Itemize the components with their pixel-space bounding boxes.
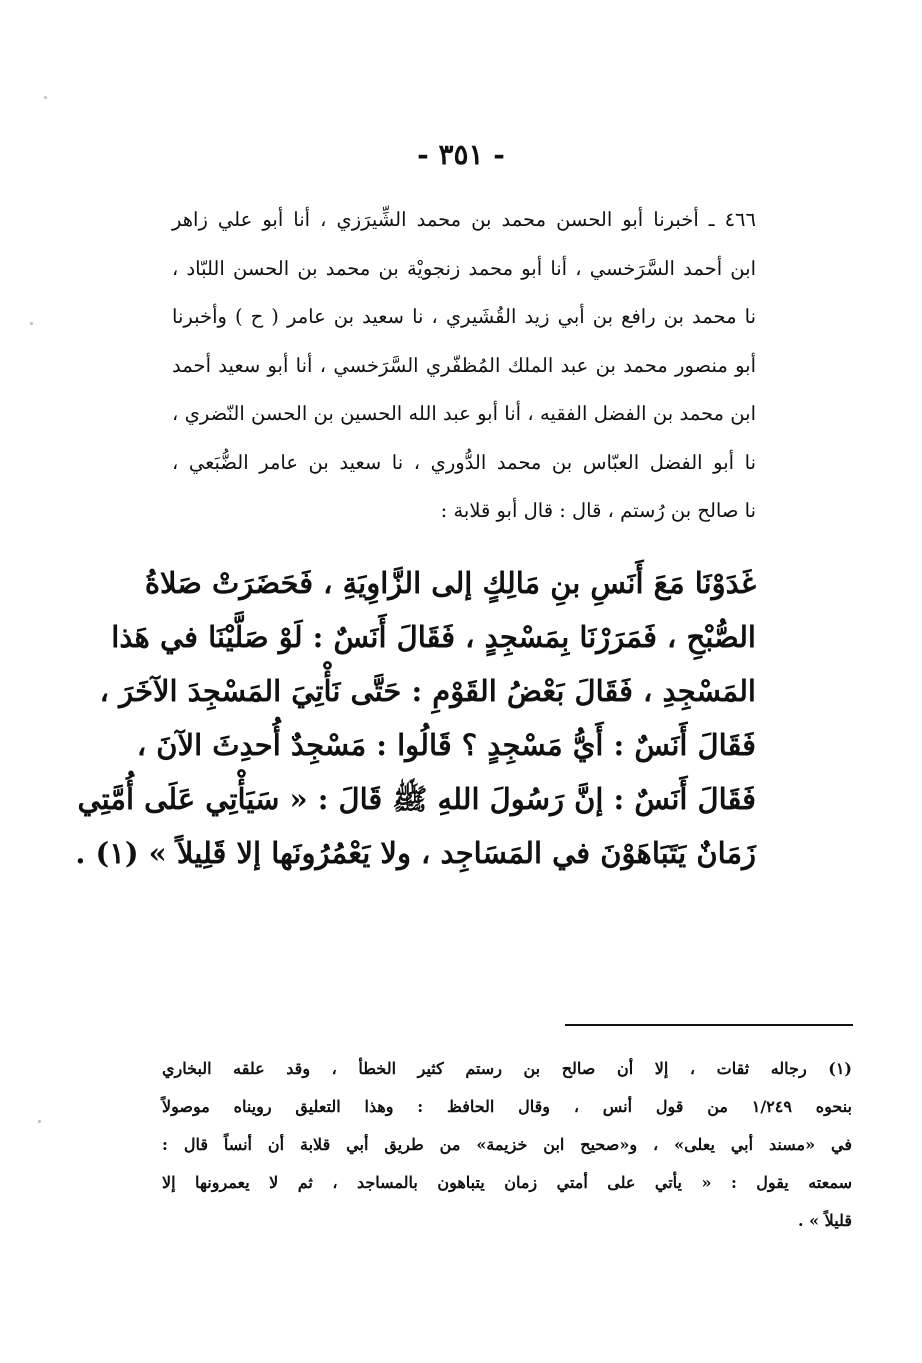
hadith-line: فَقَالَ أَنَسٌ : أَيُّ مَسْجِدٍ ؟ قَالُوا : مَسْجِدٌ أُحدِثَ الآنَ ، (136, 728, 756, 762)
footnote-line: سمعته يقول : « يأتي على أمتي زمان يتباهون بالمساجد ، ثم لا يعمرونها إلا (162, 1173, 852, 1192)
scan-speck (30, 322, 33, 325)
isnad-line: نا صالح بن رُستم ، قال : قال أبو قلابة : (440, 499, 756, 522)
footnote-line: بنحوه ١/٢٤٩ من قول أنس ، وقال الحافظ : وهذا التعليق رويناه موصولاً (162, 1097, 853, 1116)
scan-speck (38, 1120, 41, 1123)
footnote (162, 1050, 852, 1240)
hadith-line: الصُّبْحِ ، فَمَرَرْنَا بِمَسْجِدٍ ، فَقَالَ أَنَسٌ : لَوْ صَلَّيْنَا في هَذا (111, 620, 756, 654)
hadith-line: غَدَوْنَا مَعَ أَنَسِ بنِ مَالِكٍ إلى الزَّاوِيَةِ ، فَحَضَرَتْ صَلاةُ (144, 566, 756, 600)
isnad-line: نا أبو الفضل العبّاس بن محمد الدُّوري ، نا سعيد بن عامر الضُّبَعي ، (172, 450, 756, 474)
footnote-line: قليلاً » . (797, 1211, 852, 1230)
footnote-line: في «مسند أبي يعلى» ، و«صحيح ابن خزيمة» من طريق أبي قلابة أن أنساً قال : (162, 1135, 852, 1154)
scan-speck (44, 96, 47, 99)
hadith-text (75, 556, 756, 880)
hadith-line: فَقَالَ أَنَسٌ : إنَّ رَسُولَ اللهِ ﷺ قَالَ : « سَيَأْتِي عَلَى أُمَّتِي (77, 782, 756, 816)
isnad-paragraph (172, 196, 756, 536)
isnad-line: ابن أحمد السَّرَخسي ، أنا أبو محمد زنجويْة بن محمد بن الحسن اللبّاد ، (172, 256, 756, 280)
isnad-line: ابن محمد بن الفضل الفقيه ، أنا أبو عبد الله الحسين بن الحسن النّضري ، (172, 402, 756, 425)
hadith-line: زَمَانٌ يَتَبَاهَوْنَ في المَسَاجِد ، ولا يَعْمُرُونَها إلا قَلِيلاً » (١) . (75, 836, 756, 870)
footnote-separator (565, 1024, 853, 1026)
isnad-line: نا محمد بن رافع بن أبي زيد القُشَيري ، نا سعيد بن عامر ( ح ) وأخبرنا (172, 305, 756, 328)
isnad-line: أبو منصور محمد بن عبد الملك المُظفّري السَّرَخسي ، أنا أبو سعيد أحمد (172, 353, 756, 377)
isnad-line: ٤٦٦ ـ أخبرنا أبو الحسن محمد بن محمد الشِّيرَزي ، أنا أبو علي زاهر (172, 208, 756, 231)
page-number: - ٣٥١ - (417, 138, 505, 171)
footnote-line: (١) رجاله ثقات ، إلا أن صالح بن رستم كثير الخطأ ، وقد علقه البخاري (162, 1059, 852, 1078)
hadith-line: المَسْجِدِ ، فَقَالَ بَعْضُ القَوْمِ : حَتَّى نَأْتِيَ المَسْجِدَ الآخَرَ ، (99, 674, 756, 708)
